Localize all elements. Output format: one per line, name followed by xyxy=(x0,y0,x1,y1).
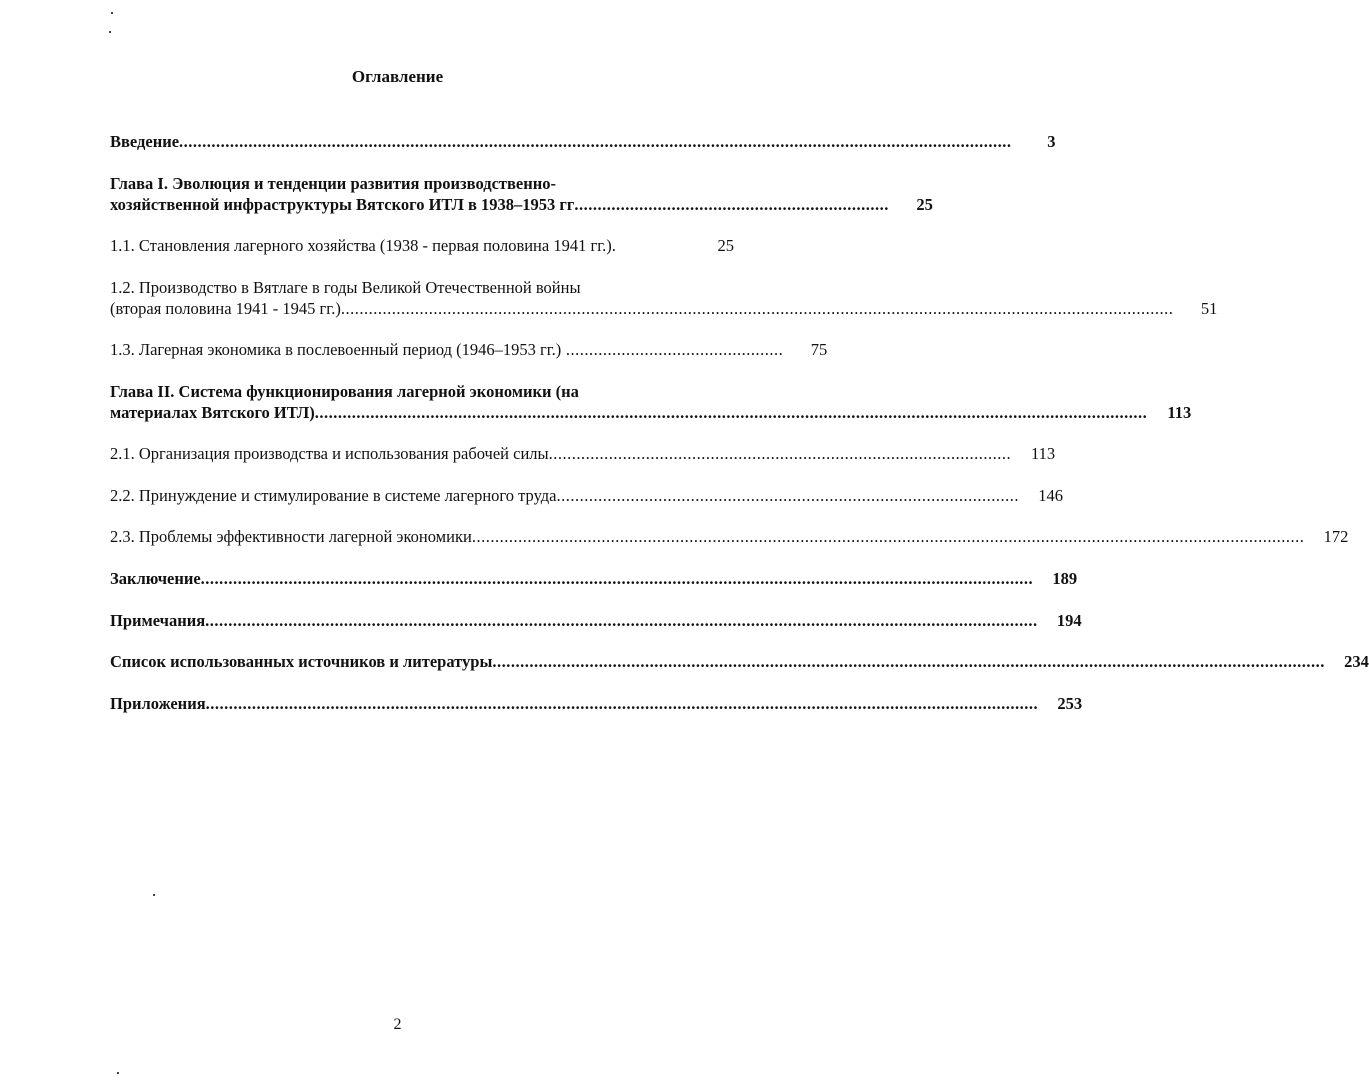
toc-entry-line xyxy=(110,173,734,194)
toc-leader-dots: .................................................................................................................................................................................... xyxy=(205,694,1039,713)
toc-entry-notes[interactable] xyxy=(110,610,1082,631)
scan-speck xyxy=(109,31,111,33)
toc-leader-dots: .................................................................................................................................................................................... xyxy=(340,299,1174,318)
toc-entry-conclusion[interactable] xyxy=(110,568,1078,589)
toc-entry-text: Приложения xyxy=(110,694,206,713)
toc-entry-line xyxy=(110,339,828,360)
toc-entry-text: 1.3. Лагерная экономика в послевоенный период (1946–1953 гг.) xyxy=(110,340,562,359)
toc-entry-text: Введение xyxy=(110,132,180,151)
toc-leader-dots: .................................................................................................................................................................................... xyxy=(492,652,1325,671)
toc-entry-text: Список использованных источников и литературы xyxy=(110,652,493,671)
toc-page-number: 75 xyxy=(810,340,828,359)
toc-leader-dots: .................................................................................................................................................................................... xyxy=(314,403,1148,422)
toc-leader-dots: .................................................................... xyxy=(574,195,889,214)
toc-leader-dots: .................................................................................................................................................................................... xyxy=(471,527,1305,546)
toc-entry-text: (вторая половина 1941 - 1945 гг.) xyxy=(110,299,341,318)
toc-entry-text: 1.1. Становления лагерного хозяйства (1938 - первая половина 1941 гг.). xyxy=(110,236,616,255)
toc-entry-bibliography[interactable] xyxy=(110,651,1369,672)
toc-entry-appendices[interactable] xyxy=(110,693,1083,714)
toc-entry-text: 1.2. Производство в Вятлаге в годы Великой Отечественной войны xyxy=(110,278,581,297)
toc-entry-line xyxy=(110,485,1063,506)
toc-entry-line xyxy=(110,277,734,298)
toc-page-number: 51 xyxy=(1200,299,1218,318)
toc-entry-text: хозяйственной инфраструктуры Вятского ИТЛ в 1938–1953 гг xyxy=(110,195,575,214)
toc-leader-dots: .................................................................................................................................................................................... xyxy=(179,132,1012,151)
toc-entry-line xyxy=(110,235,734,256)
toc-entry-text: 2.3. Проблемы эффективности лагерной экономики xyxy=(110,527,472,546)
scan-speck xyxy=(111,12,113,14)
toc-page-number: 172 xyxy=(1323,527,1349,546)
toc-page-number: 194 xyxy=(1056,611,1082,630)
toc-leader-dots: .................................................................................................................................................................................... xyxy=(205,611,1038,630)
toc-entry-line xyxy=(110,298,1218,319)
toc-entry-introduction[interactable] xyxy=(110,131,1056,152)
toc-entry-line xyxy=(110,381,734,402)
toc-page-number: 146 xyxy=(1038,486,1063,505)
toc-entry-text: Глава II. Система функционирования лагерной экономики (на xyxy=(110,382,579,401)
toc-entry-text: Заключение xyxy=(110,569,201,588)
page-number: 2 xyxy=(393,1016,402,1033)
toc-entry-text: Примечания xyxy=(110,611,206,630)
toc-entry-line xyxy=(110,131,1056,152)
toc-entry-text: материалах Вятского ИТЛ) xyxy=(110,403,315,422)
toc-page-number: 25 xyxy=(717,236,734,255)
toc-entry-line xyxy=(110,194,933,215)
toc-page-number: 253 xyxy=(1057,694,1083,713)
toc-entry-section-1-3[interactable] xyxy=(110,339,828,360)
toc-entry-line xyxy=(110,651,1369,672)
toc-leader-dots: .................................................................................................... xyxy=(548,444,1012,463)
toc-leader-dots: .................................................................................................................................................................................... xyxy=(200,569,1034,588)
toc-entry-line xyxy=(110,568,1078,589)
toc-entry-section-1-1[interactable] xyxy=(110,235,734,256)
toc-page-number: 234 xyxy=(1344,652,1369,671)
toc-entry-text: 2.1. Организация производства и использования рабочей силы xyxy=(110,444,549,463)
toc-entry-chapter-2[interactable] xyxy=(110,381,1192,423)
toc-entry-chapter-1[interactable] xyxy=(110,173,933,215)
toc-entry-section-1-2[interactable] xyxy=(110,277,1218,319)
toc-entry-line xyxy=(110,443,1056,464)
toc-page-number: 113 xyxy=(1167,403,1192,422)
toc-entry-text: Глава I. Эволюция и тенденции развития производственно- xyxy=(110,174,556,193)
toc-page-number: 189 xyxy=(1052,569,1078,588)
toc-page-number: 113 xyxy=(1030,444,1056,463)
toc-entry-line xyxy=(110,402,1192,423)
page-title: Оглавление xyxy=(351,67,444,86)
toc-entry-section-2-3[interactable] xyxy=(110,526,1349,547)
toc-entry-line xyxy=(110,526,1349,547)
scan-speck xyxy=(117,1072,119,1074)
scan-speck xyxy=(153,894,155,896)
toc-leader-dots: ............................................... xyxy=(561,340,784,359)
toc-entry-text: 2.2. Принуждение и стимулирование в системе лагерного труда xyxy=(110,486,557,505)
toc-entry-section-2-1[interactable] xyxy=(110,443,1056,464)
toc-entry-section-2-2[interactable] xyxy=(110,485,1063,506)
toc-page-number: 3 xyxy=(1047,132,1056,151)
toc-page-number: 25 xyxy=(916,195,933,214)
toc-entry-line xyxy=(110,693,1083,714)
toc-entry-line xyxy=(110,610,1082,631)
toc-leader-dots: .................................................................................................... xyxy=(556,486,1019,505)
